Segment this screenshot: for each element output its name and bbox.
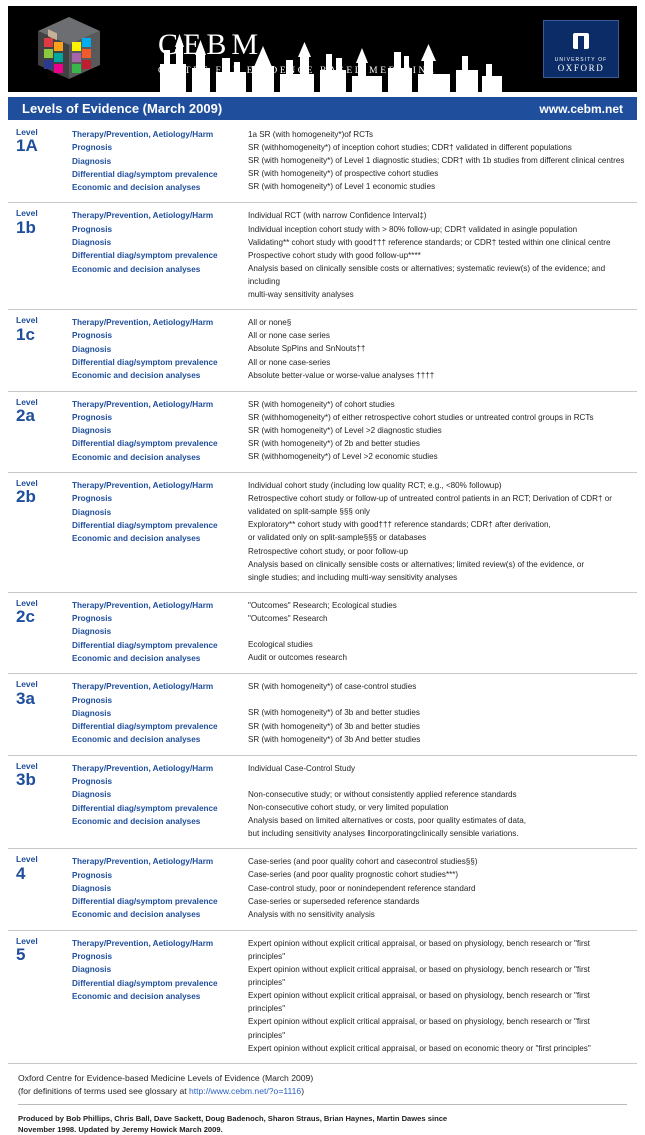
category-label: Economic and decision analyses xyxy=(72,264,201,274)
category-label: Economic and decision analyses xyxy=(72,653,201,663)
description-cell xyxy=(244,930,637,1063)
description-line: Non-consecutive cohort study, or very limited population xyxy=(248,803,449,812)
table-row xyxy=(8,203,637,310)
description-line: SR (with homogeneity*) of 3b and better studies xyxy=(248,708,420,718)
category-cell xyxy=(68,310,244,391)
table-row xyxy=(8,122,637,203)
level-cell xyxy=(8,674,68,755)
category-label: Differential diag/symptom prevalence xyxy=(72,978,218,988)
category-label: Prognosis xyxy=(72,143,113,153)
description-line: Case-series (and poor quality cohort and casecontrol studies§§) xyxy=(248,857,478,867)
level-word: Level xyxy=(16,315,38,326)
category-label: Differential diag/symptom prevalence xyxy=(72,358,218,368)
table-row xyxy=(8,755,637,849)
category-label: Economic and decision analyses xyxy=(72,183,201,193)
category-label: Prognosis xyxy=(72,870,113,880)
brand-subtitle: CENTRE FOR EVIDENCE BASED MEDICINE xyxy=(158,66,437,76)
category-label: Therapy/Prevention, Aetiology/Harm xyxy=(72,318,214,328)
description-line: Retrospective cohort study or follow-up of untreated control patients in an RCT; Derivation of CDR† or xyxy=(248,494,612,504)
glossary-link[interactable]: http://www.cebm.net/?o=1116 xyxy=(189,1085,302,1096)
description-line: SR (with homogeneity*) of 2b and better studies xyxy=(248,438,420,448)
category-label: Differential diag/symptom prevalence xyxy=(72,897,218,907)
category-label: Differential diag/symptom prevalence xyxy=(72,722,218,732)
level-cell xyxy=(8,391,68,472)
level-number: 1A xyxy=(16,136,38,156)
credit-line-1: Produced by Bob Phillips, Chris Ball, Dave Sackett, Doug Badenoch, Sharon Straus, Brian Haynes, Martin Dawes since xyxy=(18,1113,448,1123)
description-line: Individual cohort study (including low quality RCT; e.g., <80% followup) xyxy=(248,480,502,490)
category-label: Differential diag/symptom prevalence xyxy=(72,803,218,813)
level-cell xyxy=(8,472,68,592)
description-cell xyxy=(244,755,637,849)
category-label: Prognosis xyxy=(72,224,113,234)
description-line: SR (with homogeneity*) of case-control studies xyxy=(248,682,417,692)
description-line: Case-control study, poor or nonindependent reference standard xyxy=(248,883,476,893)
description-line: validated on split-sample §§§ only xyxy=(248,507,370,517)
header-banner xyxy=(8,6,637,92)
website-url[interactable]: www.cebm.net xyxy=(539,101,623,116)
oxford-university-logo xyxy=(543,20,619,78)
category-label: Therapy/Prevention, Aetiology/Harm xyxy=(72,857,214,867)
level-number: 2a xyxy=(16,405,35,425)
table-row xyxy=(8,310,637,391)
level-word: Level xyxy=(16,127,38,137)
description-line: Individual Case-Control Study xyxy=(248,763,356,773)
category-label: Therapy/Prevention, Aetiology/Harm xyxy=(72,938,214,948)
description-line: Individual RCT (with narrow Confidence Interval‡) xyxy=(248,211,427,221)
evidence-levels-page xyxy=(0,6,645,1134)
description-line: SR (with homogeneity*) of Level >2 diagnostic studies xyxy=(248,425,442,435)
level-word: Level xyxy=(16,854,38,865)
description-line: SR (withhomogeneity*) of Level >2 economic studies xyxy=(248,452,438,462)
description-line: Non-consecutive study; or without consistently applied reference standards xyxy=(248,789,517,799)
category-label: Economic and decision analyses xyxy=(72,816,201,826)
table-row xyxy=(8,674,637,755)
level-word: Level xyxy=(16,396,38,407)
description-line: single studies; and including multi-way sensitivity analyses xyxy=(248,572,458,582)
level-word: Level xyxy=(16,597,38,608)
category-label: Therapy/Prevention, Aetiology/Harm xyxy=(72,399,214,409)
description-line: Case-series (and poor quality prognostic cohort studies***) xyxy=(248,870,459,880)
title-bar xyxy=(8,96,637,120)
category-label: Economic and decision analyses xyxy=(72,735,201,745)
description-line: SR (with homogeneity*) of prospective cohort studies xyxy=(248,169,439,179)
category-label: Differential diag/symptom prevalence xyxy=(72,169,218,179)
category-cell xyxy=(68,592,244,673)
brand-title: CEBM xyxy=(158,28,264,61)
category-label: Differential diag/symptom prevalence xyxy=(72,439,218,449)
description-line: SR (with homogeneity*) of cohort studies xyxy=(248,399,395,409)
category-cell xyxy=(68,203,244,310)
description-line: Validating** cohort study with good††† reference standards; or CDR† tested within one clinical centre xyxy=(248,237,611,247)
level-number: 1b xyxy=(16,217,36,237)
description-line: Absolute SpPins and SnNouts†† xyxy=(248,344,366,354)
level-number: 3a xyxy=(16,688,35,708)
category-label: Therapy/Prevention, Aetiology/Harm xyxy=(72,682,214,692)
category-label: Therapy/Prevention, Aetiology/Harm xyxy=(72,211,214,221)
description-line: Analysis with no sensitivity analysis xyxy=(248,909,375,919)
description-line: Expert opinion without explicit critical appraisal, or based on physiology, bench research or "first principles" xyxy=(248,1017,590,1040)
category-label: Diagnosis xyxy=(72,965,112,975)
level-cell xyxy=(8,203,68,310)
university-line1: UNIVERSITY OF xyxy=(554,57,608,63)
description-line: 1a SR (with homogeneity*)of RCTs xyxy=(248,130,374,139)
description-cell xyxy=(244,849,637,930)
category-cell xyxy=(68,674,244,755)
category-label: Prognosis xyxy=(72,776,113,786)
footer xyxy=(8,1064,637,1135)
level-word: Level xyxy=(16,935,38,946)
description-line: Retrospective cohort study, or poor follow-up xyxy=(248,546,409,556)
level-cell xyxy=(8,930,68,1063)
description-line: Audit or outcomes research xyxy=(248,653,347,663)
description-line: but including sensitivity analyses ‖incorporatingclinically sensible variations. xyxy=(248,829,519,839)
category-label: Diagnosis xyxy=(72,708,112,718)
description-line xyxy=(248,775,629,788)
description-cell xyxy=(244,122,637,203)
category-label: Diagnosis xyxy=(72,790,112,800)
category-cell xyxy=(68,849,244,930)
description-line: All or none§ xyxy=(248,318,292,328)
category-label: Therapy/Prevention, Aetiology/Harm xyxy=(72,130,214,139)
level-cell xyxy=(8,122,68,203)
description-line: Expert opinion without explicit critical appraisal, or based on physiology, bench research or "first principles" xyxy=(248,964,590,988)
description-line: "Outcomes" Research xyxy=(248,613,328,623)
brand-text xyxy=(158,30,498,76)
category-cell xyxy=(68,472,244,592)
description-line: All or none case series xyxy=(248,331,330,341)
description-line: Absolute better-value or worse-value analyses †††† xyxy=(248,370,435,380)
level-word: Level xyxy=(16,760,38,771)
category-label: Diagnosis xyxy=(72,426,112,436)
category-label: Therapy/Prevention, Aetiology/Harm xyxy=(72,763,214,773)
description-line: Analysis based on limited alternatives or costs, poor quality estimates of data, xyxy=(248,816,527,826)
table-row xyxy=(8,930,637,1063)
level-word: Level xyxy=(16,208,38,219)
category-label: Economic and decision analyses xyxy=(72,991,201,1001)
category-label: Economic and decision analyses xyxy=(72,371,201,381)
level-cell xyxy=(8,755,68,849)
description-cell xyxy=(244,592,637,673)
category-label: Diagnosis xyxy=(72,507,112,517)
description-cell xyxy=(244,472,637,592)
description-cell xyxy=(244,203,637,310)
table-row xyxy=(8,849,637,930)
level-word: Level xyxy=(16,477,38,488)
description-line: All or none case-series xyxy=(248,357,331,367)
table-row xyxy=(8,391,637,472)
category-label: Differential diag/symptom prevalence xyxy=(72,640,218,650)
description-line xyxy=(248,625,629,638)
category-cell xyxy=(68,755,244,849)
category-label: Economic and decision analyses xyxy=(72,534,201,544)
category-label: Prognosis xyxy=(72,494,113,504)
credit-line-2: November 1998. Updated by Jeremy Howick March 2009. xyxy=(18,1124,223,1134)
footer-divider xyxy=(18,1104,627,1105)
category-label: Diagnosis xyxy=(72,883,112,893)
level-number: 1c xyxy=(16,324,35,344)
description-line: SR (with homogeneity*) of 3b And better studies xyxy=(248,734,421,744)
category-label: Diagnosis xyxy=(72,156,112,166)
description-line: Individual inception cohort study with > 80% follow-up; CDR† validated in asingle population xyxy=(248,224,578,234)
footer-line-2 xyxy=(18,1085,627,1098)
description-line: Prospective cohort study with good follow-up**** xyxy=(248,250,421,260)
level-cell xyxy=(8,849,68,930)
category-label: Therapy/Prevention, Aetiology/Harm xyxy=(72,600,214,610)
cebm-cube-logo xyxy=(34,15,104,83)
description-line: Exploratory** cohort study with good††† reference standards; CDR† after derivation, xyxy=(248,520,551,530)
category-label: Prognosis xyxy=(72,412,113,422)
table-body xyxy=(8,122,637,1063)
footer-line-1: Oxford Centre for Evidence-based Medicine Levels of Evidence (March 2009) xyxy=(18,1072,314,1083)
description-line: Analysis based on clinically sensible costs or alternatives; limited review(s) of the evidence, or xyxy=(248,559,585,569)
page-title: Levels of Evidence (March 2009) xyxy=(22,101,223,116)
levels-of-evidence-table xyxy=(8,122,637,1064)
description-line: Expert opinion without explicit critical appraisal, or based on economic theory or "first principles" xyxy=(248,1043,591,1053)
description-line: SR (with homogeneity*) of Level 1 economic studies xyxy=(248,182,436,192)
description-line xyxy=(248,693,629,706)
category-label: Prognosis xyxy=(72,695,113,705)
footer-glossary-prefix: (for definitions of terms used see glossary at xyxy=(18,1085,189,1096)
footer-glossary-suffix: ) xyxy=(301,1085,305,1096)
description-line: or validated only on split-sample§§§ or databases xyxy=(248,533,427,543)
description-cell xyxy=(244,310,637,391)
table-row xyxy=(8,592,637,673)
description-line: Analysis based on clinically sensible costs or alternatives; systematic review(s) of the evidence; and including xyxy=(248,263,606,286)
category-label: Diagnosis xyxy=(72,627,112,637)
description-line: multi-way sensitivity analyses xyxy=(248,290,354,300)
level-number: 3b xyxy=(16,770,36,790)
level-word: Level xyxy=(16,679,38,690)
level-cell xyxy=(8,310,68,391)
description-line: SR (withhomogeneity*) of either retrospective cohort studies or untreated control groups in RCTs xyxy=(248,412,594,422)
category-label: Therapy/Prevention, Aetiology/Harm xyxy=(72,480,214,490)
level-number: 2c xyxy=(16,607,35,627)
category-label: Diagnosis xyxy=(72,344,112,354)
category-cell xyxy=(68,122,244,203)
category-label: Prognosis xyxy=(72,331,113,341)
oxford-crest-icon xyxy=(571,33,591,55)
table-row xyxy=(8,472,637,592)
category-cell xyxy=(68,930,244,1063)
description-line: SR (with homogeneity*) of Level 1 diagnostic studies; CDR† with 1b studies from different clinical centres xyxy=(248,156,625,166)
description-line: "Outcomes" Research; Ecological studies xyxy=(248,600,397,610)
category-label: Diagnosis xyxy=(72,237,112,247)
category-cell xyxy=(68,391,244,472)
description-line: Case-series or superseded reference standards xyxy=(248,896,420,906)
level-number: 5 xyxy=(16,945,26,965)
description-cell xyxy=(244,674,637,755)
category-label: Prognosis xyxy=(72,952,113,962)
description-line: Expert opinion without explicit critical appraisal, or based on physiology, bench research or "first principles" xyxy=(248,938,590,961)
university-line2: OXFORD xyxy=(557,63,605,73)
level-cell xyxy=(8,592,68,673)
description-line: Expert opinion without explicit critical appraisal, or based on physiology, bench research or "first principles" xyxy=(248,991,590,1014)
category-label: Economic and decision analyses xyxy=(72,452,201,462)
category-label: Prognosis xyxy=(72,614,113,624)
category-label: Economic and decision analyses xyxy=(72,910,201,920)
description-line: SR (withhomogeneity*) of inception cohort studies; CDR† validated in different populations xyxy=(248,143,572,153)
level-number: 4 xyxy=(16,863,26,883)
level-number: 2b xyxy=(16,487,36,507)
description-line: Ecological studies xyxy=(248,640,313,650)
description-line: SR (with homogeneity*) of 3b and better studies xyxy=(248,721,420,731)
category-label: Differential diag/symptom prevalence xyxy=(72,251,218,261)
category-label: Differential diag/symptom prevalence xyxy=(72,520,218,530)
description-cell xyxy=(244,391,637,472)
